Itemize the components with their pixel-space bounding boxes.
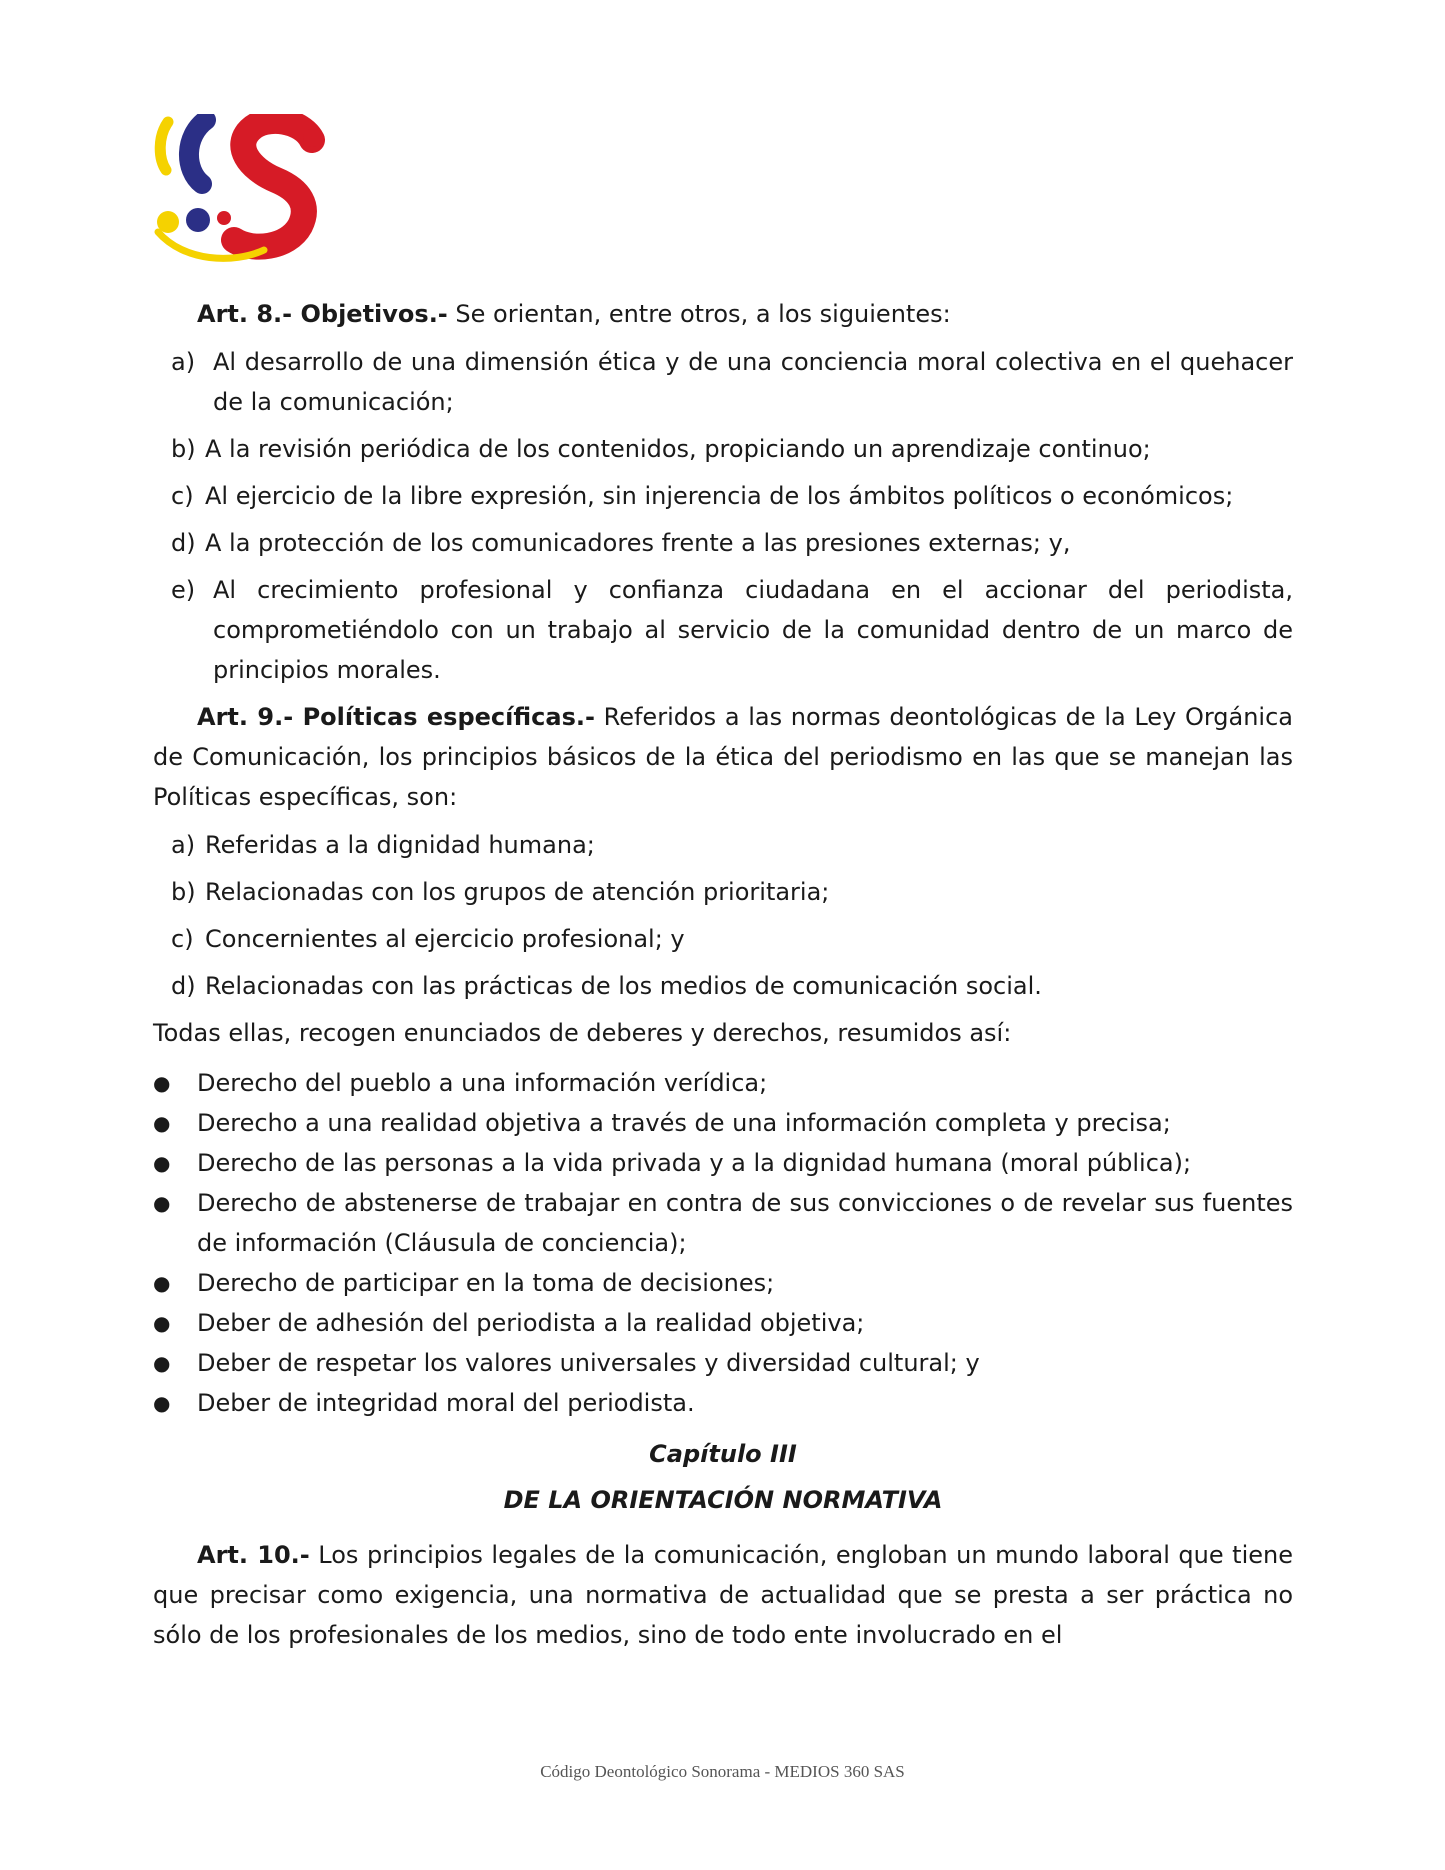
list-marker: e) xyxy=(171,576,196,604)
bullet-icon: ● xyxy=(153,1351,171,1375)
art8-label: Art. 8.- Objetivos.- xyxy=(197,300,448,328)
list-item-text: A la protección de los comunicadores frente a las presiones externas; y, xyxy=(205,529,1071,557)
list-item xyxy=(171,825,1293,865)
chapter-number: Capítulo III xyxy=(649,1440,797,1468)
list-marker: d) xyxy=(171,529,196,557)
list-marker: c) xyxy=(171,925,194,953)
list-marker: d) xyxy=(171,972,196,1000)
art10-paragraph xyxy=(153,1535,1293,1655)
bullet-item xyxy=(153,1143,1293,1183)
art10-label: Art. 10.- xyxy=(197,1541,310,1569)
rights-duties-list xyxy=(153,1063,1293,1423)
art9-list xyxy=(171,825,1293,1006)
list-item-text: Al crecimiento profesional y confianza ciudadana en el accionar del periodista, comprometiéndolo con un trabajo al servicio de la comunidad dentro de un marco de principios morales. xyxy=(213,576,1293,684)
art8-list xyxy=(171,342,1293,690)
list-item-text: Relacionadas con las prácticas de los medios de comunicación social. xyxy=(205,972,1042,1000)
logo-blue-arc xyxy=(189,120,206,184)
list-item xyxy=(171,429,1293,469)
list-item xyxy=(171,966,1293,1006)
art8-heading xyxy=(153,294,1293,334)
list-item xyxy=(171,872,1293,912)
page-footer: Código Deontológico Sonorama - MEDIOS 360 SAS xyxy=(540,1762,905,1781)
list-item-text: Al desarrollo de una dimensión ética y de una conciencia moral colectiva en el quehacer de la comunicación; xyxy=(213,348,1293,416)
list-item xyxy=(171,476,1293,516)
bullet-icon: ● xyxy=(153,1191,171,1215)
list-item xyxy=(171,342,1293,422)
list-item xyxy=(171,919,1293,959)
logo-red-dot-top xyxy=(303,129,321,147)
bullet-text: Derecho a una realidad objetiva a través de una información completa y precisa; xyxy=(197,1109,1171,1137)
bullet-item xyxy=(153,1183,1293,1263)
bullet-item xyxy=(153,1103,1293,1143)
bullet-icon: ● xyxy=(153,1111,171,1135)
art9-intro: Referidos a las normas deontológicas de la Ley Orgánica de Comunicación, los principios básicos de la ética del periodismo en las que se manejan las Políticas específicas, son: xyxy=(153,703,1294,811)
chapter-title: DE LA ORIENTACIÓN NORMATIVA xyxy=(503,1486,943,1514)
bullet-item xyxy=(153,1343,1293,1383)
bullet-text: Deber de respetar los valores universales y diversidad cultural; y xyxy=(197,1349,980,1377)
list-item-text: Al ejercicio de la libre expresión, sin injerencia de los ámbitos políticos o económicos; xyxy=(205,482,1234,510)
bullet-icon: ● xyxy=(153,1151,171,1175)
art9-summary: Todas ellas, recogen enunciados de deberes y derechos, resumidos así: xyxy=(153,1019,1012,1047)
logo-yellow-arc xyxy=(160,122,168,170)
bullet-text: Deber de integridad moral del periodista. xyxy=(197,1389,695,1417)
bullet-text: Derecho de abstenerse de trabajar en contra de sus convicciones o de revelar sus fuentes de información (Cláusula de conciencia); xyxy=(197,1189,1293,1257)
bullet-item xyxy=(153,1383,1293,1423)
bullet-icon: ● xyxy=(153,1071,171,1095)
list-item-text: Concernientes al ejercicio profesional; y xyxy=(205,925,685,953)
bullet-text: Derecho de participar en la toma de decisiones; xyxy=(197,1269,775,1297)
bullet-icon: ● xyxy=(153,1271,171,1295)
art10-text: Los principios legales de la comunicación, engloban un mundo laboral que tiene que precisar como exigencia, una normativa de actualidad que se presta a ser práctica no sólo de los profesionales de los medios, sino de todo ente involucrado en el xyxy=(153,1541,1293,1649)
logo-red-dot xyxy=(217,211,231,225)
logo-yellow-dot xyxy=(157,211,179,233)
chapter-heading xyxy=(153,1431,1293,1523)
bullet-text: Derecho de las personas a la vida privada y a la dignidad humana (moral pública); xyxy=(197,1149,1192,1177)
list-item-text: Relacionadas con los grupos de atención prioritaria; xyxy=(205,878,830,906)
list-marker: b) xyxy=(171,435,196,463)
bullet-text: Derecho del pueblo a una información verídica; xyxy=(197,1069,768,1097)
list-marker: c) xyxy=(171,482,194,510)
art8-intro: Se orientan, entre otros, a los siguientes: xyxy=(447,300,951,328)
list-item xyxy=(171,523,1293,563)
list-item xyxy=(171,570,1293,690)
bullet-item xyxy=(153,1303,1293,1343)
list-marker: a) xyxy=(171,831,196,859)
sonorama-logo xyxy=(154,114,334,264)
list-marker: a) xyxy=(171,348,196,376)
bullet-icon: ● xyxy=(153,1311,171,1335)
art9-label: Art. 9.- Políticas específicas.- xyxy=(197,703,595,731)
list-item-text: Referidas a la dignidad humana; xyxy=(205,831,595,859)
art9-heading xyxy=(153,697,1293,817)
logo-blue-dot xyxy=(186,208,210,232)
list-marker: b) xyxy=(171,878,196,906)
bullet-item xyxy=(153,1263,1293,1303)
list-item-text: A la revisión periódica de los contenidos, propiciando un aprendizaje continuo; xyxy=(205,435,1151,463)
bullet-item xyxy=(153,1063,1293,1103)
document-body xyxy=(153,294,1293,1655)
bullet-icon: ● xyxy=(153,1391,171,1415)
logo-red-s xyxy=(234,121,312,247)
bullet-text: Deber de adhesión del periodista a la realidad objetiva; xyxy=(197,1309,865,1337)
